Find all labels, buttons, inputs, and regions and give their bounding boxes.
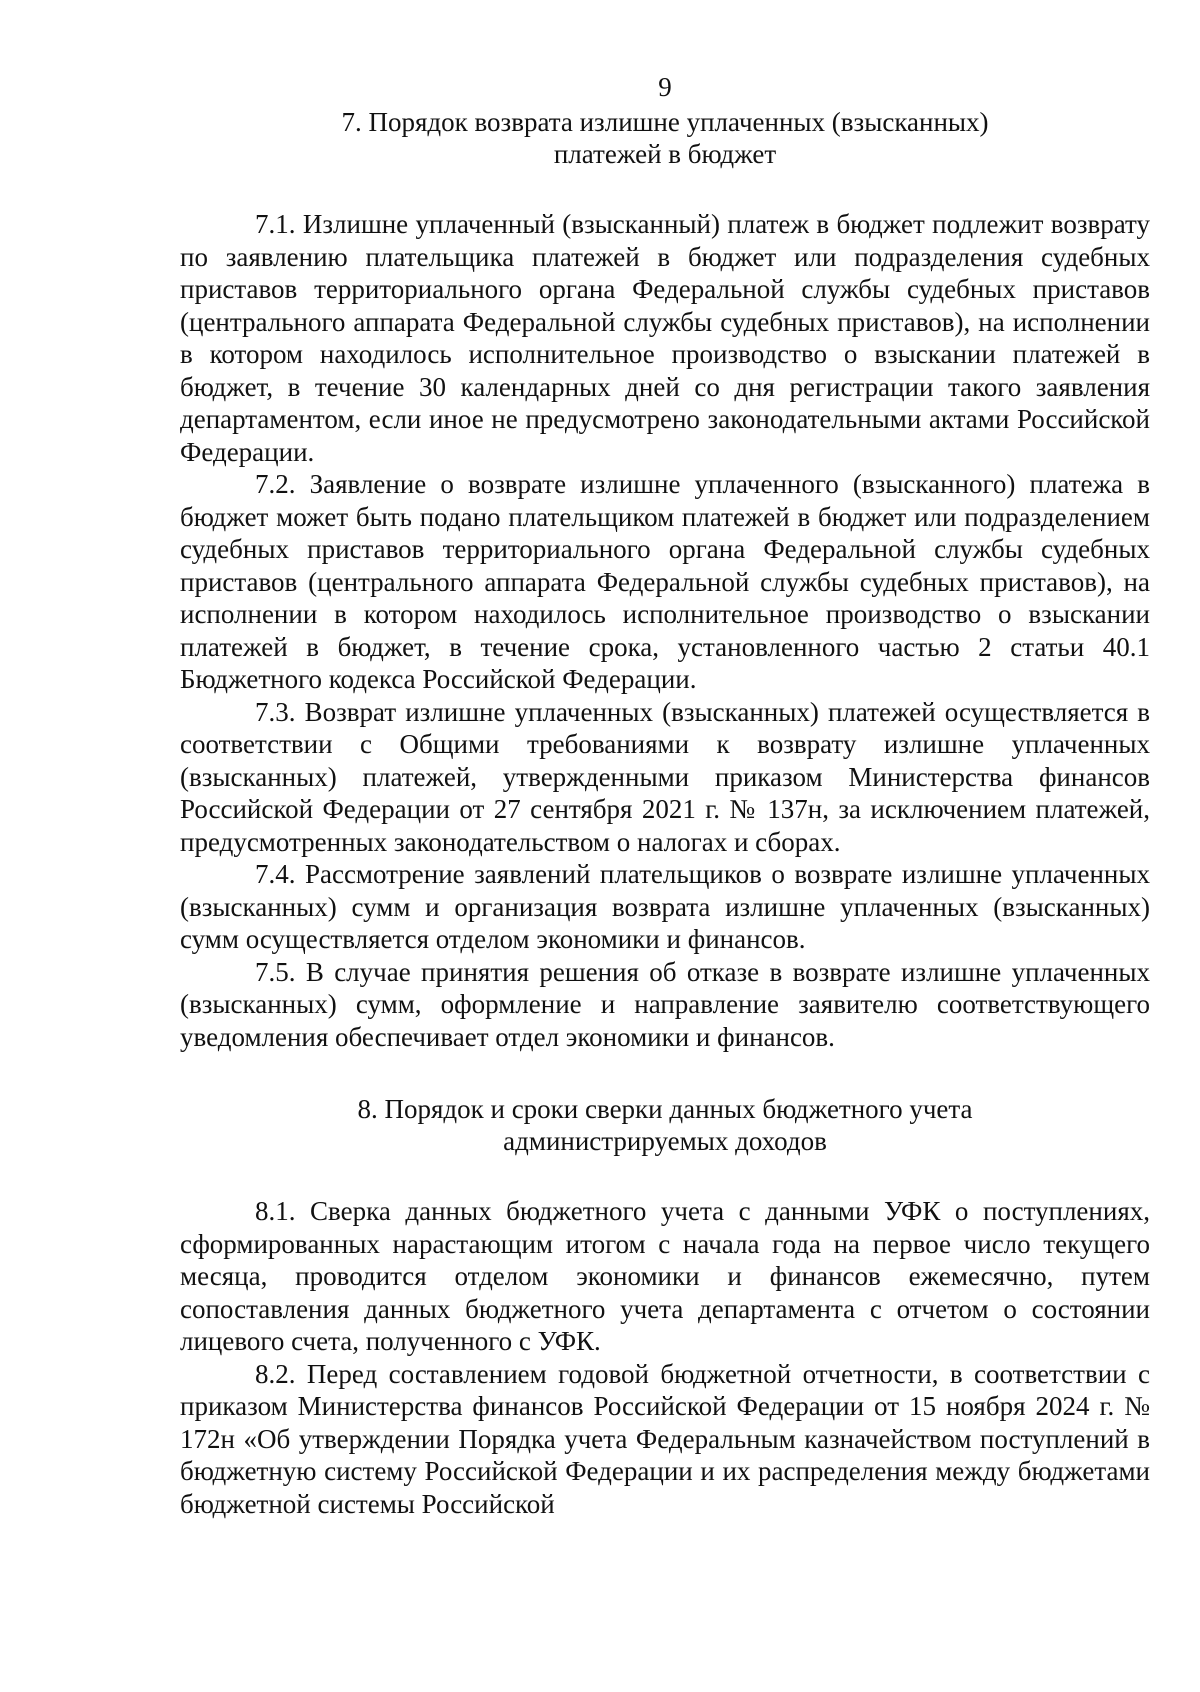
paragraph-8-2: 8.2. Перед составлением годовой бюджетной отчетности, в соответствии с приказом Министерства финансов Российской Федерации от 15 ноября 2024 г. № 172н «Об утверждении Порядка учета Федеральным казначейством поступлений в бюджетную систему Российской Федерации и их распределения между бюджетами бюджетной системы Российской — [180, 1358, 1150, 1519]
section-7-title-line2: платежей в бюджет — [553, 139, 777, 169]
paragraph-7-2: 7.2. Заявление о возврате излишне уплаченного (взысканного) платежа в бюджет может быть подано плательщиком платежей в бюджет или подразделением судебных приставов территориального органа Федеральной службы судебных приставов (центрального аппарата Федеральной службы судебных приставов), на исполнении в котором находилось исполнительное производство о взыскании платежей в бюджет, в течение срока, установленного частью 2 статьи 40.1 Бюджетного кодекса Российской Федерации. — [180, 469, 1150, 694]
paragraph-7-1: 7.1. Излишне уплаченный (взысканный) платеж в бюджет подлежит возврату по заявлению плательщика платежей в бюджет или подразделения судебных приставов территориального органа Федеральной службы судебных приставов (центрального аппарата Федеральной службы судебных приставов), на исполнении в котором находилось исполнительное производство о взыскании платежей в бюджет, в течение 30 календарных дней со дня регистрации такого заявления департаментом, если иное не предусмотрено законодательными актами Российской Федерации. — [180, 209, 1150, 467]
section-8-title-line2: администрируемых доходов — [503, 1126, 827, 1156]
section-8-title — [180, 1093, 1150, 1157]
paragraph-7-3: 7.3. Возврат излишне уплаченных (взысканных) платежей осуществляется в соответствии с Общими требованиями к возврату излишне уплаченных (взысканных) платежей, утвержденными приказом Министерства финансов Российской Федерации от 27 сентября 2021 г. № 137н, за исключением платежей, предусмотренных законодательством о налогах и сборах. — [180, 696, 1150, 857]
paragraph-8-1: 8.1. Сверка данных бюджетного учета с данными УФК о поступлениях, сформированных нарастающим итогом с начала года на первое число текущего месяца, проводится отделом экономики и финансов ежемесячно, путем сопоставления данных бюджетного учета департамента с отчетом о состоянии лицевого счета, полученного с УФК. — [180, 1196, 1150, 1356]
section-7-title — [180, 106, 1150, 170]
section-8-title-line1: 8. Порядок и сроки сверки данных бюджетного учета — [357, 1094, 973, 1124]
section-7-title-line1: 7. Порядок возврата излишне уплаченных (взысканных) — [341, 107, 989, 137]
paragraph-7-4: 7.4. Рассмотрение заявлений плательщиков о возврате излишне уплаченных (взысканных) сумм и организация возврата излишне уплаченных (взысканных) сумм осуществляется отделом экономики и финансов. — [180, 859, 1150, 954]
page-number: 9 — [658, 72, 672, 102]
document-page — [180, 70, 1150, 1520]
paragraph-7-5: 7.5. В случае принятия решения об отказе в возврате излишне уплаченных (взысканных) сумм, оформление и направление заявителю соответствующего уведомления обеспечивает отдел экономики и финансов. — [180, 956, 1150, 1052]
